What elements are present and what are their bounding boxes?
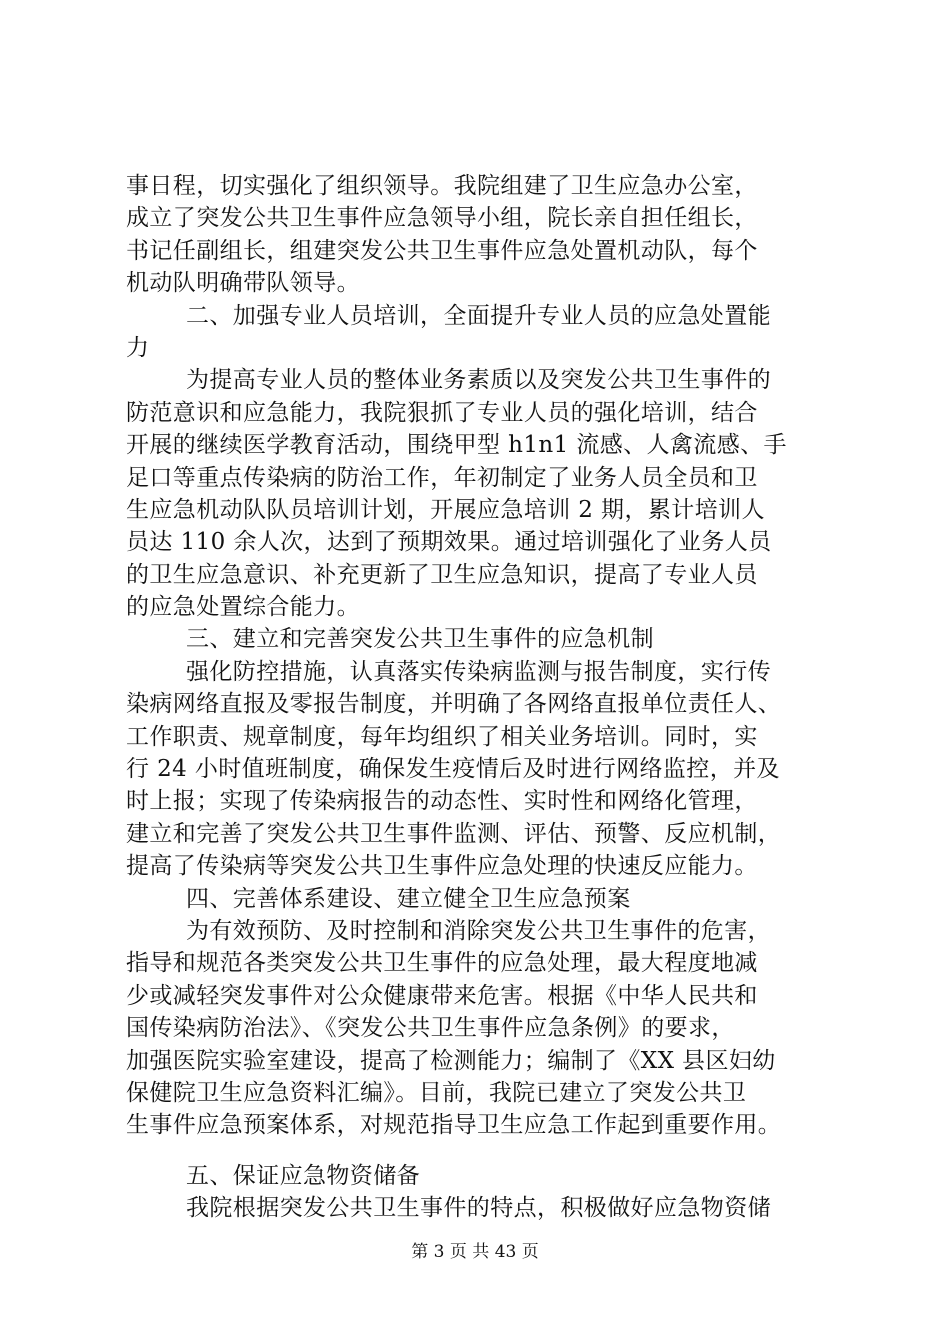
page-footer: 第 3 页 共 43 页 (411, 1242, 539, 1262)
text-line: 提高了传染病等突发公共卫生事件应急处理的快速反应能力。 (126, 853, 758, 880)
text-line: 事日程，切实强化了组织领导。我院组建了卫生应急办公室， (126, 173, 758, 199)
text-line: 机动队明确带队领导。 (126, 270, 360, 297)
text-line: 五、保证应急物资储备 (186, 1162, 420, 1189)
text-line: 加强医院实验室建设，提高了检测能力；编制了《XX 县区妇幼 (126, 1047, 776, 1074)
text-line: 生应急机动队队员培训计划，开展应急培训 2 期，累计培训人 (126, 496, 765, 523)
text-line: 强化防控措施，认真落实传染病监测与报告制度，实行传 (186, 658, 771, 685)
text-line: 建立和完善了突发公共卫生事件监测、评估、预警、反应机制， (126, 820, 782, 847)
text-line: 染病网络直报及零报告制度，并明确了各网络直报单位责任人、 (126, 691, 782, 718)
text-line: 成立了突发公共卫生事件应急领导小组，院长亲自担任组长， (126, 205, 758, 232)
text-line: 书记任副组长，组建突发公共卫生事件应急处置机动队，每个 (126, 237, 758, 264)
text-line: 为有效预防、及时控制和消除突发公共卫生事件的危害， (186, 917, 771, 944)
text-line: 员达 110 余人次，达到了预期效果。通过培训强化了业务人员 (126, 529, 772, 556)
text-line: 国传染病防治法》、《突发公共卫生事件应急条例》的要求， (126, 1015, 735, 1042)
paragraph-gap (126, 1142, 838, 1160)
text-line: 的卫生应急意识、补充更新了卫生应急知识，提高了专业人员 (126, 561, 758, 588)
text-line: 防范意识和应急能力，我院狠抓了专业人员的强化培训，结合 (126, 399, 758, 426)
text-line: 工作职责、规章制度，每年均组织了相关业务培训。同时，实 (126, 723, 758, 750)
body-text (126, 170, 838, 1225)
text-line: 三、建立和完善突发公共卫生事件的应急机制 (186, 626, 654, 653)
text-line: 为提高专业人员的整体业务素质以及突发公共卫生事件的 (186, 367, 771, 394)
text-line: 保健院卫生应急资料汇编》。目前，我院已建立了突发公共卫 (126, 1079, 747, 1106)
text-line: 生事件应急预案体系，对规范指导卫生应急工作起到重要作用。 (126, 1112, 782, 1139)
text-line: 指导和规范各类突发公共卫生事件的应急处理，最大程度地减 (126, 950, 758, 977)
text-line: 的应急处置综合能力。 (126, 594, 360, 621)
text-line: 我院根据突发公共卫生事件的特点，积极做好应急物资储 (186, 1195, 771, 1222)
text-line: 开展的继续医学教育活动，围绕甲型 h1n1 流感、人禽流感、手 (126, 432, 787, 459)
text-line: 行 24 小时值班制度，确保发生疫情后及时进行网络监控，并及 (126, 756, 780, 783)
text-line: 二、加强专业人员培训，全面提升专业人员的应急处置能 (186, 302, 771, 329)
text-line: 时上报；实现了传染病报告的动态性、实时性和网络化管理， (126, 788, 758, 815)
text-line: 少或减轻突发事件对公众健康带来危害。根据《中华人民共和 (126, 982, 758, 1009)
text-line: 力 (126, 334, 150, 361)
text-line: 四、完善体系建设、建立健全卫生应急预案 (186, 885, 631, 912)
text-line: 足口等重点传染病的防治工作，年初制定了业务人员全员和卫 (126, 464, 758, 491)
